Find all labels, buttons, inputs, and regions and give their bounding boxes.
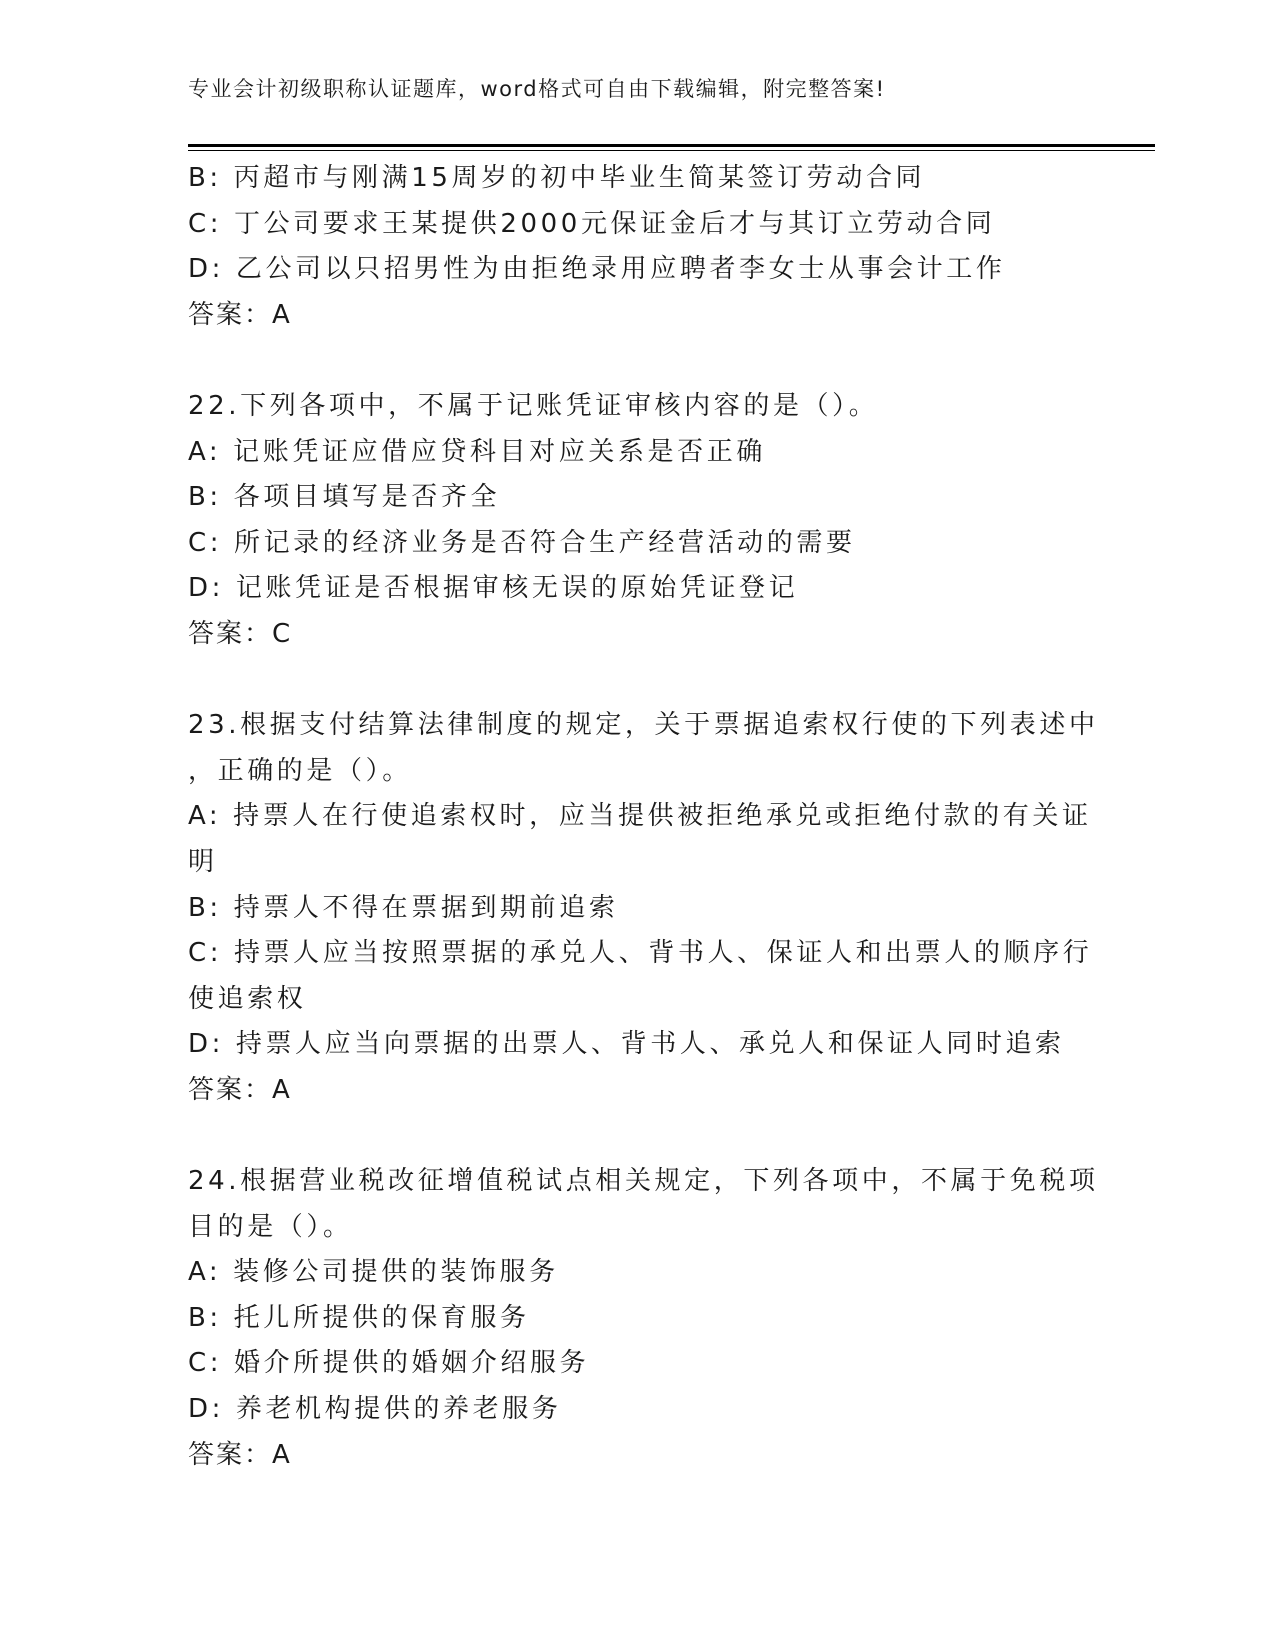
- page-header: 专业会计初级职称认证题库，word格式可自由下载编辑，附完整答案!: [188, 77, 886, 101]
- option-c: C: 丁公司要求王某提供2000元保证金后才与其订立劳动合同: [188, 208, 996, 239]
- prev-question-block: [188, 156, 1088, 338]
- header-rule-thick: [188, 144, 1155, 147]
- answer: 答案：A: [188, 1439, 292, 1470]
- question-24: [188, 1159, 1099, 1478]
- document-body: [188, 156, 1099, 1478]
- answer: 答案：A: [188, 1074, 292, 1105]
- answer: 答案：C: [188, 618, 293, 649]
- option-a: A: 记账凭证应借应贷科目对应关系是否正确: [188, 436, 766, 467]
- option-c: C: 所记录的经济业务是否符合生产经营活动的需要: [188, 527, 856, 558]
- spacer: [188, 658, 1088, 704]
- answer: 答案：A: [188, 299, 292, 330]
- option-d: D: 持票人应当向票据的出票人、背书人、承兑人和保证人同时追索: [188, 1029, 1065, 1060]
- question-22: [188, 384, 1088, 658]
- option-a-continued: 明: [188, 846, 218, 877]
- header-rule-thin: [188, 150, 1155, 151]
- option-a: A: 装修公司提供的装饰服务: [188, 1257, 559, 1288]
- spacer: [188, 1113, 1088, 1159]
- spacer: [188, 338, 1088, 384]
- option-b: B: 托儿所提供的保育服务: [188, 1302, 530, 1333]
- option-b: B: 丙超市与刚满15周岁的初中毕业生简某签订劳动合同: [188, 163, 926, 193]
- option-c: C: 持票人应当按照票据的承兑人、背书人、保证人和出票人的顺序行: [188, 938, 1093, 969]
- question-stem: 24.根据营业税改征增值税试点相关规定，下列各项中，不属于免税项: [188, 1166, 1099, 1197]
- option-c: C: 婚介所提供的婚姻介绍服务: [188, 1348, 590, 1379]
- option-d: D: 乙公司以只招男性为由拒绝录用应聘者李女士从事会计工作: [188, 254, 1006, 285]
- question-stem-continued: 目的是（）。: [188, 1211, 353, 1242]
- option-d: D: 记账凭证是否根据审核无误的原始凭证登记: [188, 573, 799, 604]
- option-b: B: 持票人不得在票据到期前追索: [188, 892, 619, 923]
- option-d: D: 养老机构提供的养老服务: [188, 1394, 562, 1425]
- option-c-continued: 使追索权: [188, 983, 307, 1014]
- option-a: A: 持票人在行使追索权时，应当提供被拒绝承兑或拒绝付款的有关证: [188, 801, 1092, 832]
- question-stem: 22.下列各项中，不属于记账凭证审核内容的是（）。: [188, 390, 879, 421]
- option-b: B: 各项目填写是否齐全: [188, 482, 501, 513]
- question-stem-continued: ，正确的是（）。: [188, 755, 412, 786]
- question-stem: 23.根据支付结算法律制度的规定，关于票据追索权行使的下列表述中: [188, 710, 1099, 741]
- question-23: [188, 703, 1099, 1113]
